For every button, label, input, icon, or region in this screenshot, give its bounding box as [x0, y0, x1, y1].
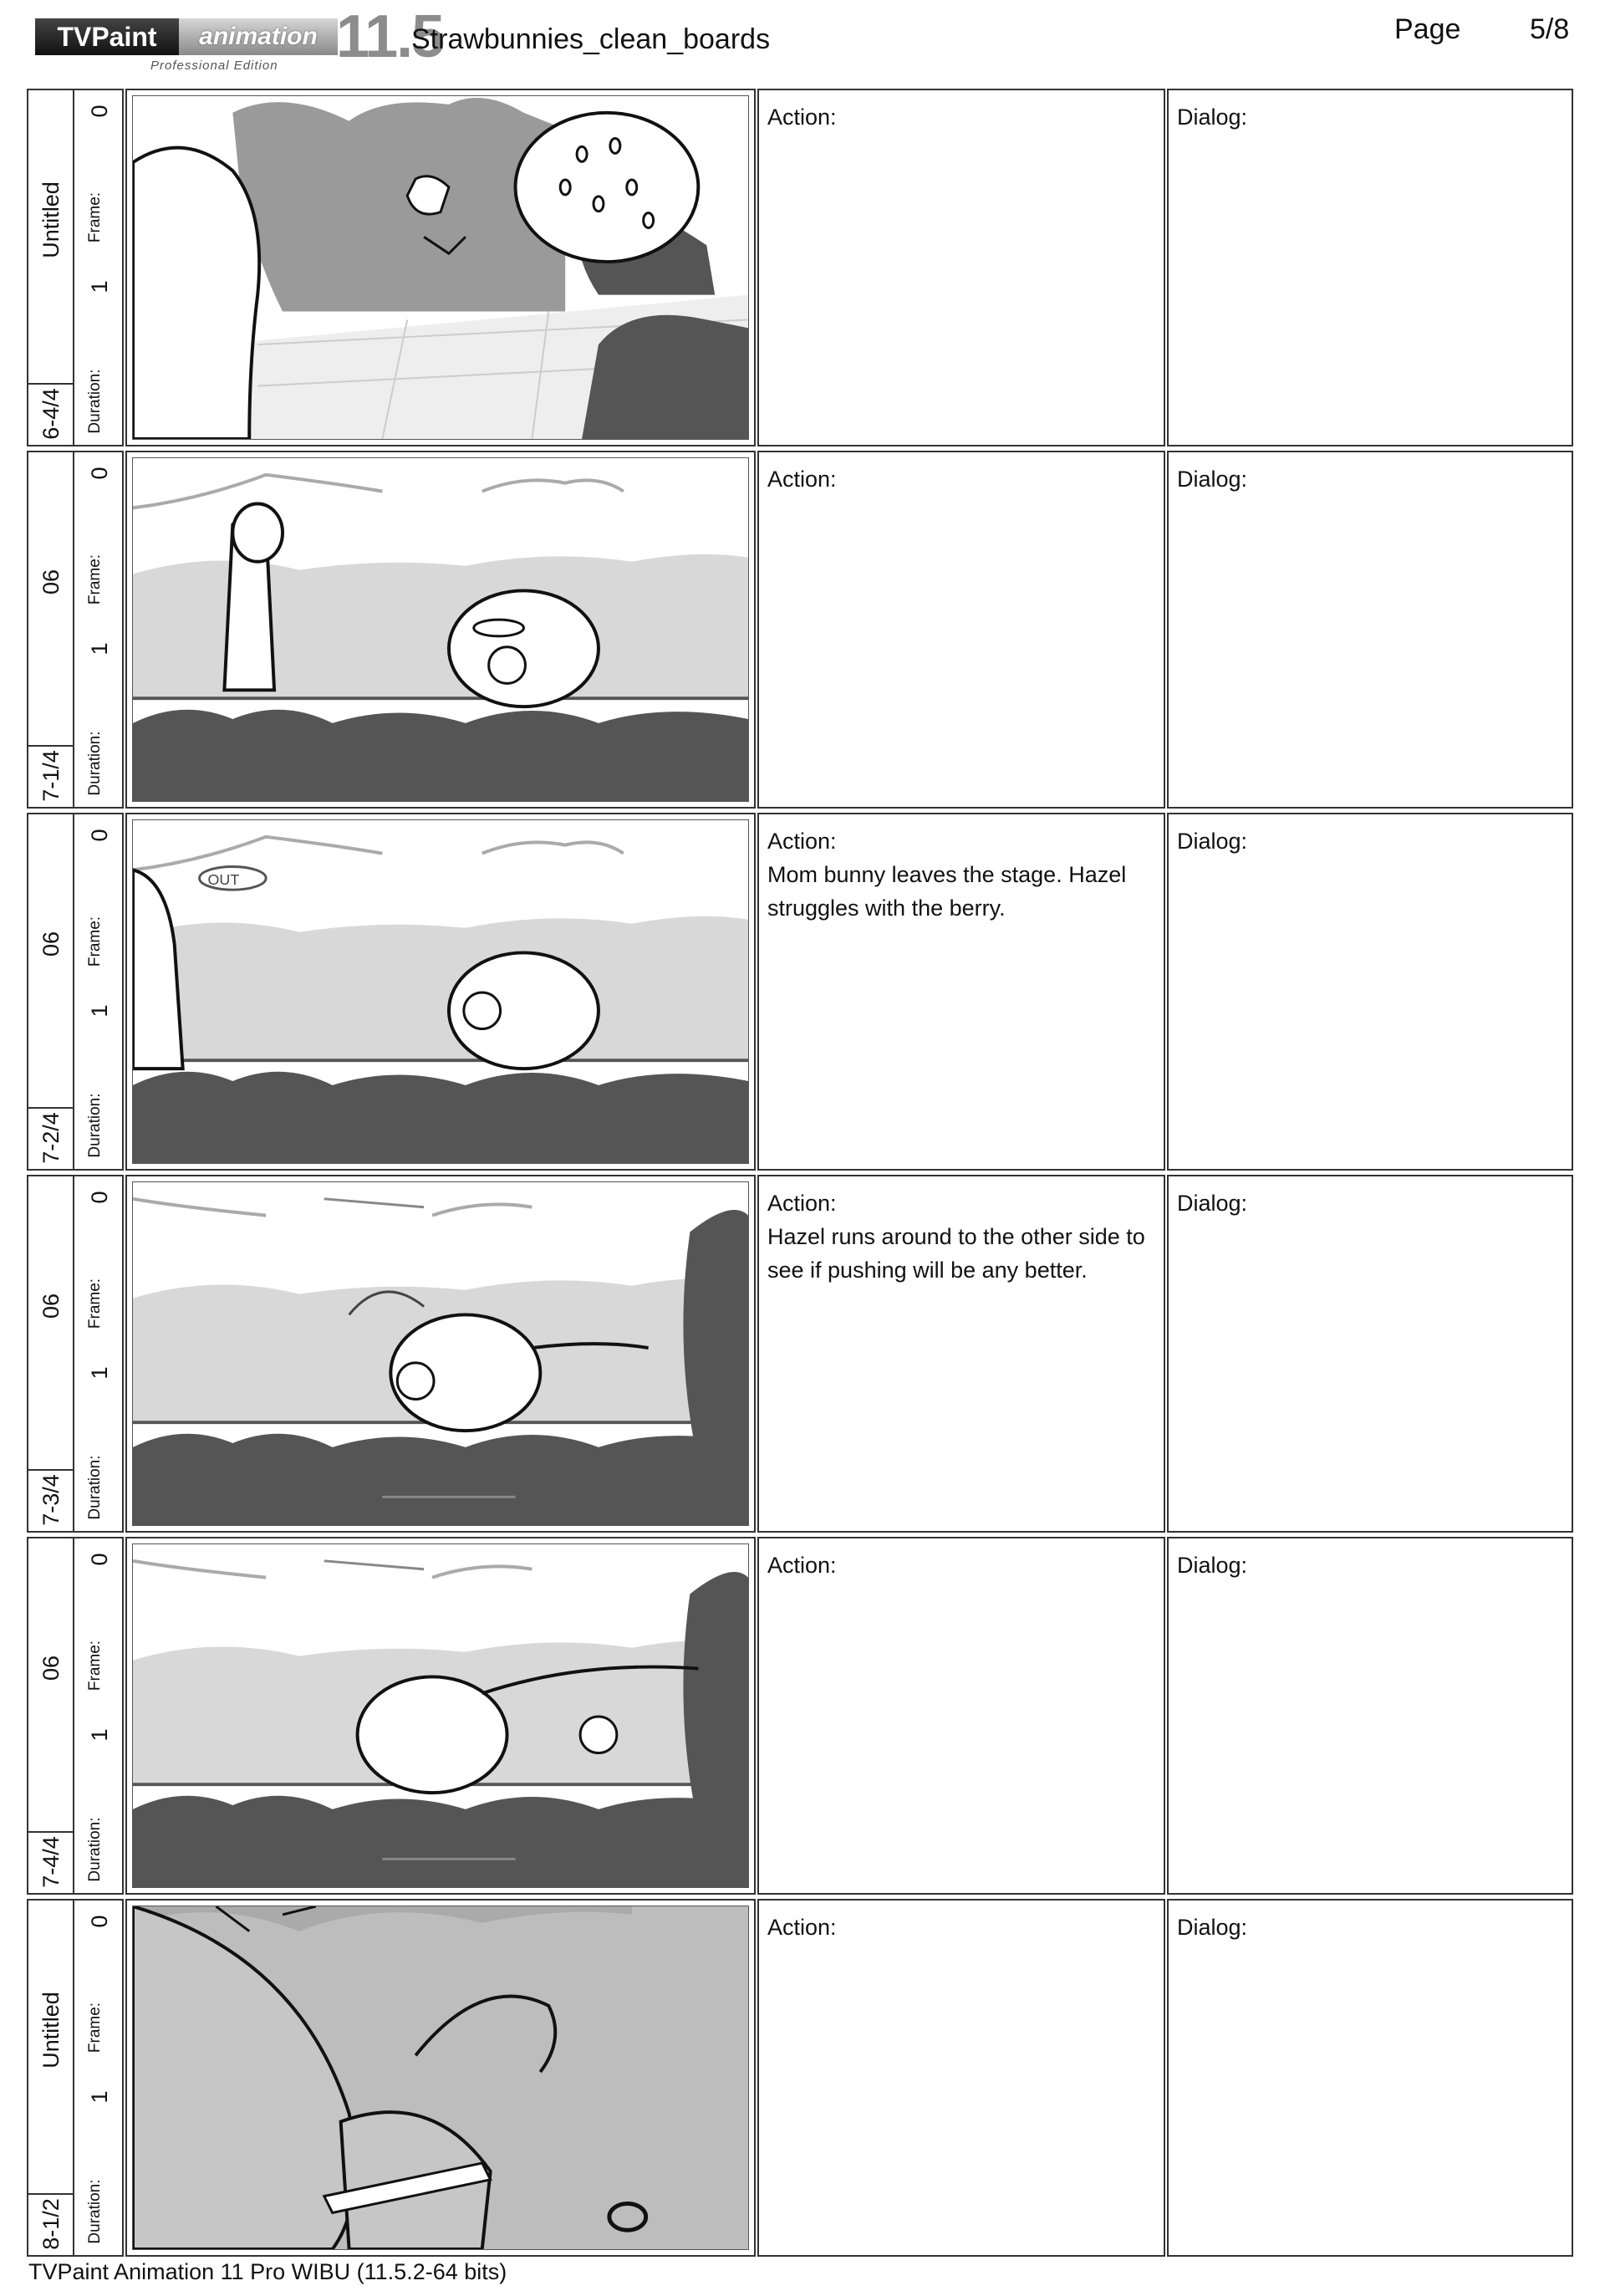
scene-name: 06	[38, 931, 64, 957]
scene-name: Untitled	[38, 181, 64, 258]
panel-image[interactable]	[125, 89, 756, 446]
storyboard-panel-5	[27, 1537, 1573, 1898]
duration-value: 6-4/4	[38, 388, 64, 440]
dialog-box[interactable]	[1167, 1537, 1573, 1895]
document-title: Strawbunnies_clean_boards	[411, 23, 771, 55]
frame-end: 1	[87, 642, 112, 656]
frame-start: 0	[87, 105, 112, 118]
panel-meta	[27, 1899, 124, 2257]
frame-end: 1	[87, 280, 112, 293]
frame-start: 0	[87, 829, 112, 842]
sketch-strawberry-closeup	[133, 96, 748, 439]
action-label: Action:	[767, 1191, 837, 1216]
action-label: Action:	[767, 1915, 837, 1940]
logo-animation-text: animation	[179, 18, 338, 55]
scene-name: 06	[38, 569, 64, 595]
action-text: Mom bunny leaves the stage. Hazel struggles with the berry.	[767, 862, 1127, 921]
frame-label: Frame:	[86, 916, 104, 967]
frame-end: 1	[87, 1366, 112, 1380]
page-number: 5/8	[1530, 13, 1570, 45]
logo-edition: Professional Edition	[150, 59, 278, 73]
panel-image[interactable]	[125, 1175, 756, 1533]
storyboard-panel-1	[27, 89, 1573, 450]
frame-label: Frame:	[86, 1278, 104, 1329]
duration-value: 7-2/4	[38, 1112, 64, 1164]
frame-start: 0	[87, 1553, 112, 1566]
storyboard-panel-2	[27, 451, 1573, 812]
action-label: Action:	[767, 1553, 837, 1578]
action-box[interactable]	[757, 1899, 1165, 2257]
action-box[interactable]	[757, 1175, 1165, 1533]
dialog-label: Dialog:	[1177, 1191, 1248, 1216]
out-annotation: OUT	[207, 871, 240, 889]
action-label: Action:	[767, 467, 837, 492]
dialog-label: Dialog:	[1177, 1915, 1248, 1940]
storyboard-panel-3	[27, 813, 1573, 1174]
duration-value: 7-4/4	[38, 1836, 64, 1888]
action-box[interactable]	[757, 89, 1165, 446]
duration-value: 8-1/2	[38, 2198, 64, 2250]
sketch-mom-bunny-exits	[133, 820, 748, 1163]
frame-end: 1	[87, 1004, 112, 1018]
dialog-label: Dialog:	[1177, 829, 1248, 854]
dialog-label: Dialog:	[1177, 105, 1248, 130]
scene-name: 06	[38, 1293, 64, 1319]
frame-end: 1	[87, 2090, 112, 2104]
dialog-box[interactable]	[1167, 813, 1573, 1171]
dialog-box[interactable]	[1167, 451, 1573, 809]
sketch-hazel-runs-around	[133, 1182, 748, 1525]
duration-label: Duration:	[86, 1817, 104, 1882]
panel-image[interactable]	[125, 1537, 756, 1895]
sketch-hazel-pushes-berry	[133, 1544, 748, 1887]
panel-meta	[27, 89, 124, 446]
duration-label: Duration:	[86, 731, 104, 796]
frame-start: 0	[87, 1915, 112, 1928]
page-label: Page	[1394, 13, 1461, 45]
action-box[interactable]	[757, 451, 1165, 809]
panel-meta	[27, 1537, 124, 1895]
frame-label: Frame:	[86, 554, 104, 605]
duration-label: Duration:	[86, 2179, 104, 2244]
panel-meta	[27, 451, 124, 809]
dialog-box[interactable]	[1167, 1175, 1573, 1533]
storyboard-panel-4	[27, 1175, 1573, 1536]
dialog-box[interactable]	[1167, 89, 1573, 446]
storyboard-panel-6	[27, 1899, 1573, 2260]
duration-value: 7-1/4	[38, 750, 64, 802]
panel-meta	[27, 813, 124, 1171]
logo-version: 11.5	[336, 3, 444, 70]
frame-label: Frame:	[86, 2002, 104, 2054]
scene-name: 06	[38, 1655, 64, 1681]
panel-image[interactable]	[125, 813, 756, 1171]
frame-end: 1	[87, 1728, 112, 1742]
dialog-label: Dialog:	[1177, 467, 1248, 492]
frame-label: Frame:	[86, 1640, 104, 1691]
action-label: Action:	[767, 829, 837, 854]
dialog-box[interactable]	[1167, 1899, 1573, 2257]
sketch-hazel-pulls-berry	[133, 458, 748, 801]
frame-label: Frame:	[86, 191, 104, 243]
panel-image[interactable]	[125, 451, 756, 809]
tvpaint-logo	[33, 3, 444, 79]
scene-name: Untitled	[38, 1992, 64, 2069]
logo-tvpaint-text: TVPaint	[35, 18, 179, 55]
dialog-label: Dialog:	[1177, 1553, 1248, 1578]
action-label: Action:	[767, 105, 837, 130]
action-text: Hazel runs around to the other side to see if pushing will be any better.	[767, 1224, 1145, 1283]
sketch-hazel-closeup-pushing	[133, 1906, 748, 2249]
action-box[interactable]	[757, 1537, 1165, 1895]
action-box[interactable]	[757, 813, 1165, 1171]
panel-image[interactable]	[125, 1899, 756, 2257]
duration-label: Duration:	[86, 1455, 104, 1520]
frame-start: 0	[87, 467, 112, 480]
frame-start: 0	[87, 1191, 112, 1204]
duration-label: Duration:	[86, 369, 104, 434]
duration-label: Duration:	[86, 1093, 104, 1158]
panel-meta	[27, 1175, 124, 1533]
footer-version: TVPaint Animation 11 Pro WIBU (11.5.2-64 bits)	[28, 2259, 507, 2284]
duration-value: 7-3/4	[38, 1474, 64, 1526]
page-header	[0, 0, 1605, 84]
